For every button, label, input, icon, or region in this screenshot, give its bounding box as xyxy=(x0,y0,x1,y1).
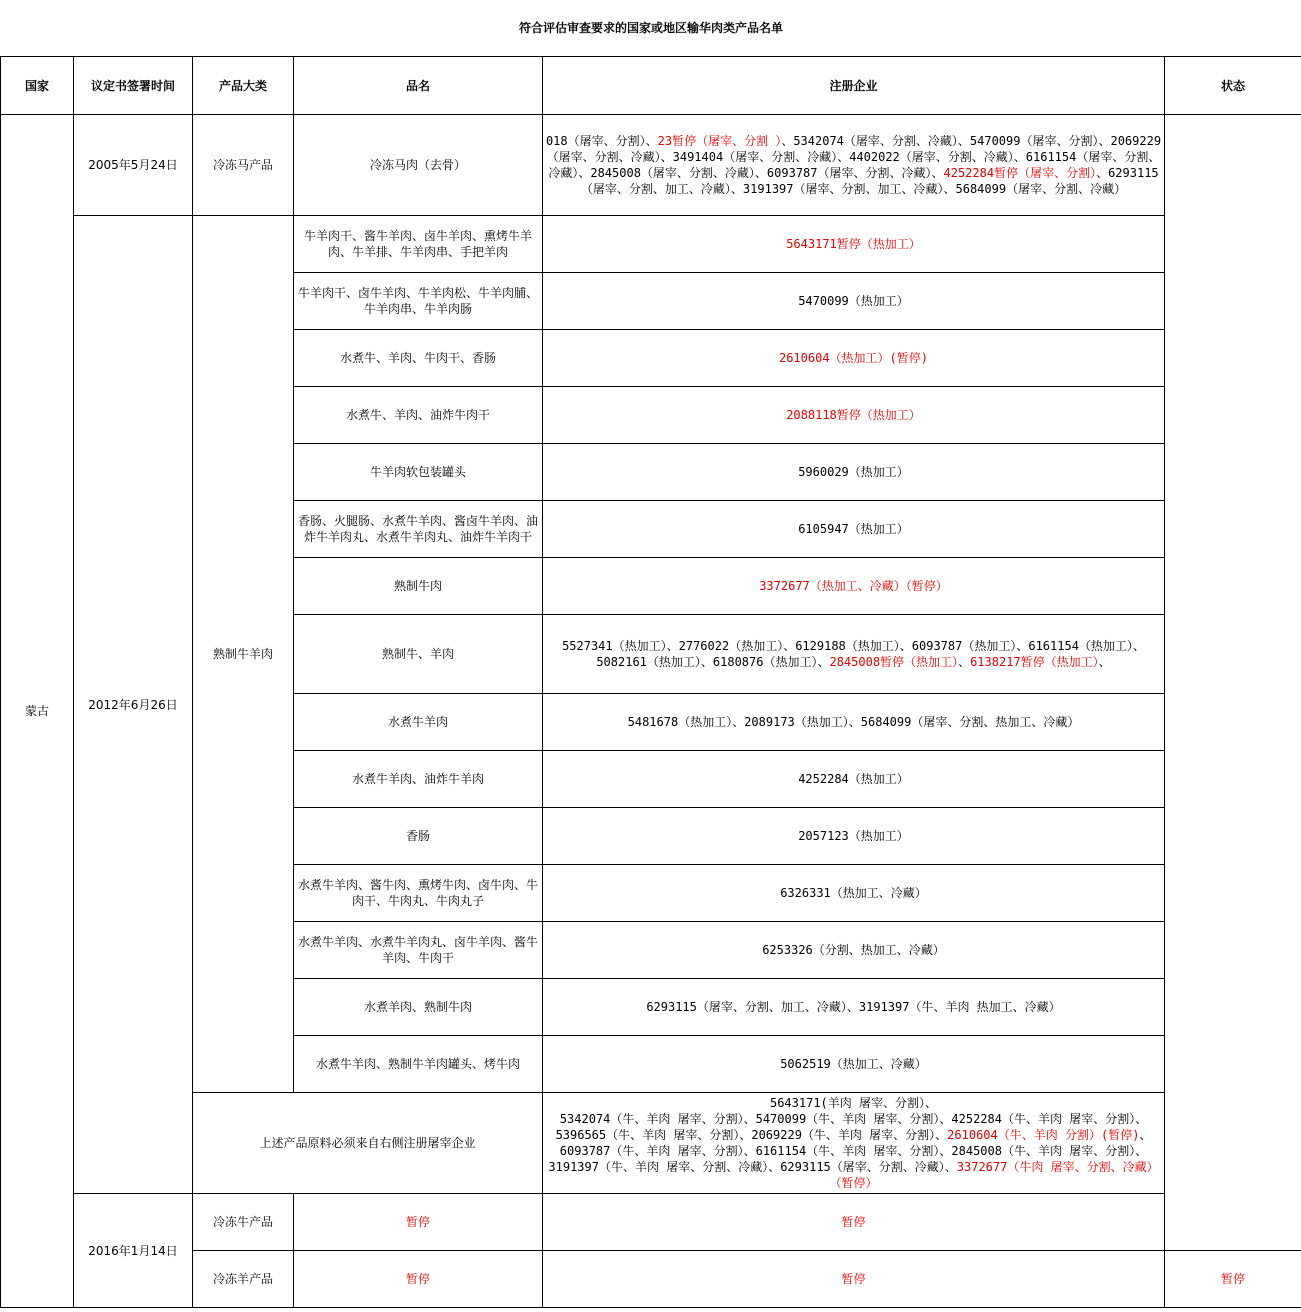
header-enterprise: 注册企业 xyxy=(543,57,1165,115)
product-cell: 香肠、火腿肠、水煮牛羊肉、酱卤牛羊肉、油炸牛羊肉丸、水煮牛羊肉丸、油炸牛羊肉干 xyxy=(294,501,543,558)
header-country: 国家 xyxy=(1,57,74,115)
enterprise-text: 018（屠宰、分割）、 xyxy=(545,134,658,148)
enterprise-cell: 6293115（屠宰、分割、加工、冷藏）、3191397（牛、羊肉 热加工、冷藏） xyxy=(543,979,1165,1036)
enterprise-text: 、5342074（屠宰、分割、冷藏）、5470099（屠宰、分割）、2069229（屠宰、分割、冷藏）、3491404（屠宰、分割、冷藏）、4402022（屠宰、分割、冷藏）、6161154（屠宰、分割、冷藏）、2845008（屠宰、分割、冷藏）、6093787（屠宰、分割、冷藏）、 xyxy=(546,134,1162,180)
product-cell: 水煮牛羊肉、水煮牛羊肉丸、卤牛羊肉、酱牛羊肉、牛肉干 xyxy=(294,922,543,979)
enterprise-cell: 2610604（热加工）(暂停) xyxy=(543,330,1165,387)
product-cell: 暂停 xyxy=(294,1251,543,1308)
enterprise-text: 、6093787（牛、羊肉 屠宰、分割）、6161154（牛、羊肉 屠宰、分割）、2845008（牛、羊肉 屠宰、分割）、3191397（牛、羊肉 屠宰、分割、冷藏）、6293115（屠宰、分割、冷藏）、 xyxy=(548,1128,1152,1174)
enterprise-cell: 4252284（热加工） xyxy=(543,751,1165,808)
header-category: 产品大类 xyxy=(193,57,294,115)
suspended-enterprise-text: 2845008暂停（热加工） xyxy=(829,655,959,669)
status-cell: 暂停 xyxy=(1165,1251,1301,1308)
enterprise-cell: 暂停 xyxy=(543,1251,1165,1308)
product-cell: 牛羊肉干、酱牛羊肉、卤牛羊肉、熏烤牛羊肉、牛羊排、牛羊肉串、手把羊肉 xyxy=(294,216,543,273)
product-cell: 熟制牛肉 xyxy=(294,558,543,615)
enterprise-text: 5527341（热加工）、2776022（热加工）、6129188（热加工）、6093787（热加工）、6161154（热加工）、5082161（热加工）、6180876（热加工）、 xyxy=(562,639,1145,669)
product-cell: 水煮牛、羊肉、牛肉干、香肠 xyxy=(294,330,543,387)
enterprise-text: 5342074（牛、羊肉 屠宰、分割）、5470099（牛、羊肉 屠宰、分割）、4252284（牛、羊肉 屠宰、分割）、5396565（牛、羊肉 屠宰、分割）、2069229（牛、羊肉 屠宰、分割）、 xyxy=(555,1112,1148,1142)
suspended-enterprise-text: 3372677（牛肉 屠宰、分割、冷藏）（暂停） xyxy=(829,1160,1159,1190)
suspended-enterprise-text: 23暂停（屠宰、分割 ） xyxy=(657,134,782,148)
enterprise-text: 5643171(羊肉 屠宰、分割）、 xyxy=(769,1096,938,1110)
suspended-enterprise-text: 4252284暂停（屠宰、分割） xyxy=(943,166,1097,180)
enterprise-text: 、 xyxy=(1098,655,1111,669)
category-cell: 熟制牛羊肉 xyxy=(193,216,294,1093)
header-status: 状态 xyxy=(1165,57,1301,115)
enterprise-cell xyxy=(543,615,1165,694)
enterprise-text: 、6293115（屠宰、分割、加工、冷藏）、3191397（屠宰、分割、加工、冷藏）、5684099（屠宰、分割、冷藏） xyxy=(580,166,1159,196)
enterprise-cell: 5062519（热加工、冷藏） xyxy=(543,1036,1165,1093)
product-cell: 水煮牛羊肉、油炸牛羊肉 xyxy=(294,751,543,808)
enterprise-cell xyxy=(543,1093,1165,1194)
enterprise-cell: 5643171暂停（热加工） xyxy=(543,216,1165,273)
category-cell: 冷冻羊产品 xyxy=(193,1251,294,1308)
product-cell: 暂停 xyxy=(294,1194,543,1251)
enterprise-cell: 6253326（分割、热加工、冷藏） xyxy=(543,922,1165,979)
product-cell: 冷冻马肉（去骨） xyxy=(294,115,543,216)
product-cell: 水煮牛、羊肉、油炸牛肉干 xyxy=(294,387,543,444)
enterprise-cell: 暂停 xyxy=(543,1194,1165,1251)
status-cell xyxy=(1165,115,1301,1251)
product-cell: 熟制牛、羊肉 xyxy=(294,615,543,694)
product-cell: 牛羊肉干、卤牛羊肉、牛羊肉松、牛羊肉脯、牛羊肉串、牛羊肉肠 xyxy=(294,273,543,330)
enterprise-text: 、 xyxy=(958,655,971,669)
header-product: 品名 xyxy=(294,57,543,115)
category-cell: 冷冻马产品 xyxy=(193,115,294,216)
enterprise-cell: 2088118暂停（热加工） xyxy=(543,387,1165,444)
product-cell: 水煮牛羊肉、熟制牛羊肉罐头、烤牛肉 xyxy=(294,1036,543,1093)
raw-material-note: 上述产品原料必须来自右侧注册屠宰企业 xyxy=(193,1093,543,1194)
enterprise-cell: 6105947（热加工） xyxy=(543,501,1165,558)
product-cell: 水煮牛羊肉 xyxy=(294,694,543,751)
enterprise-cell: 2057123（热加工） xyxy=(543,808,1165,865)
product-cell: 水煮牛羊肉、酱牛肉、熏烤牛肉、卤牛肉、牛肉干、牛肉丸、牛肉丸子 xyxy=(294,865,543,922)
category-cell: 冷冻牛产品 xyxy=(193,1194,294,1251)
suspended-enterprise-text: 2610604（牛、羊肉 分割）(暂停) xyxy=(947,1128,1140,1142)
enterprise-cell xyxy=(543,115,1165,216)
enterprise-cell: 5960029（热加工） xyxy=(543,444,1165,501)
date-cell: 2016年1月14日 xyxy=(74,1194,193,1308)
header-date: 议定书签署时间 xyxy=(74,57,193,115)
country-cell: 蒙古 xyxy=(1,115,74,1308)
product-cell: 香肠 xyxy=(294,808,543,865)
date-cell: 2012年6月26日 xyxy=(74,216,193,1194)
enterprise-cell: 3372677（热加工、冷藏）（暂停） xyxy=(543,558,1165,615)
date-cell: 2005年5月24日 xyxy=(74,115,193,216)
product-cell: 水煮羊肉、熟制牛肉 xyxy=(294,979,543,1036)
enterprise-cell: 5481678（热加工）、2089173（热加工）、5684099（屠宰、分割、热加工、冷藏） xyxy=(543,694,1165,751)
enterprise-cell: 5470099（热加工） xyxy=(543,273,1165,330)
page-title: 符合评估审查要求的国家或地区输华肉类产品名单 xyxy=(1,0,1301,57)
suspended-enterprise-text: 6138217暂停（热加工） xyxy=(970,655,1099,669)
product-cell: 牛羊肉软包装罐头 xyxy=(294,444,543,501)
enterprise-cell: 6326331（热加工、冷藏） xyxy=(543,865,1165,922)
